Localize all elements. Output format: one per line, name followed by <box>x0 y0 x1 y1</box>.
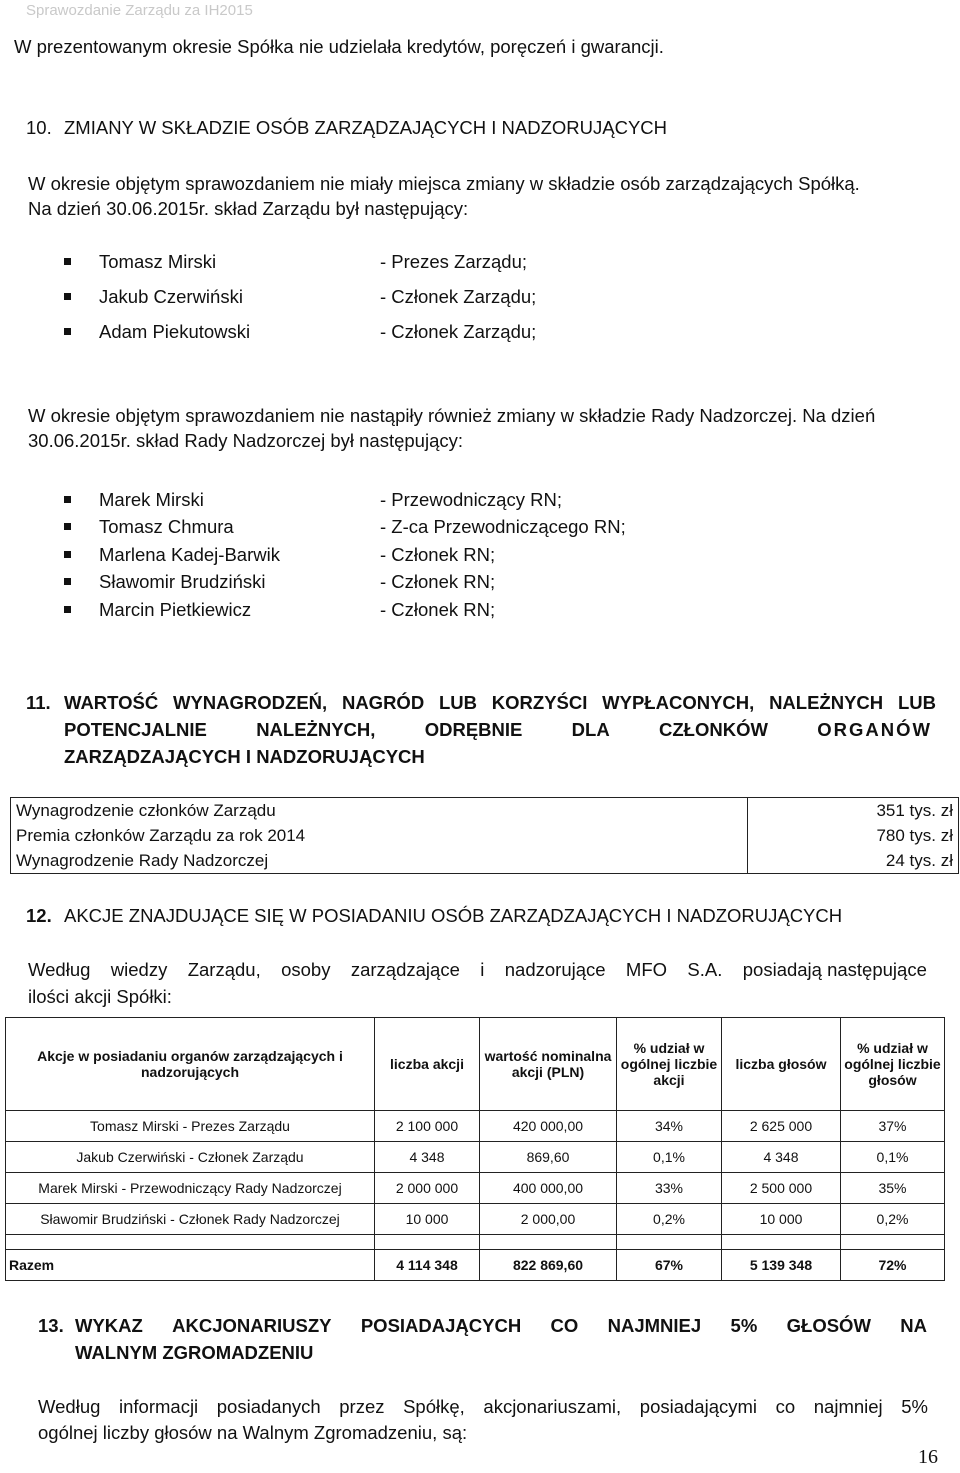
council-member-name: Tomasz Chmura <box>99 516 234 537</box>
table-cell: 0,1% <box>617 1142 722 1173</box>
bullet-icon <box>64 606 71 613</box>
table-cell: 0,1% <box>841 1142 945 1173</box>
section-11-title-line-3: ZARZĄDZAJĄCYCH I NADZORUJĄCYCH <box>64 746 425 767</box>
title-word: GŁOSÓW <box>786 1315 871 1336</box>
table-cell <box>841 1235 945 1250</box>
table-cell: 2 500 000 <box>722 1173 841 1204</box>
table-cell: 37% <box>841 1111 945 1142</box>
section-12-paragraph-1 <box>28 959 927 981</box>
council-member-name: Sławomir Brudziński <box>99 571 266 592</box>
section-13-title-line-2: WALNYM ZGROMADZENIU <box>75 1342 314 1363</box>
table-cell: 2 000 000 <box>375 1173 480 1204</box>
bullet-icon <box>64 293 71 300</box>
column-header: % udział w ogólnej liczbie akcji <box>617 1018 722 1111</box>
table-cell: 5 139 348 <box>722 1250 841 1281</box>
table-cell: 4 348 <box>722 1142 841 1173</box>
section-10-paragraph-3: W okresie objętym sprawozdaniem nie nastąpiły również zmiany w składzie Rady Nadzorczej. Na dzień <box>28 405 876 426</box>
text-word: posiadającymi <box>639 1396 758 1417</box>
title-word: AKCJONARIUSZY <box>172 1315 332 1336</box>
council-member-name: Marek Mirski <box>99 489 204 510</box>
section-13-paragraph-2: ogólnej liczby głosów na Walnym Zgromadzeniu, są: <box>38 1422 468 1443</box>
table-cell: 10 000 <box>722 1204 841 1235</box>
table-cell: 72% <box>841 1250 945 1281</box>
title-word: POTENCJALNIE <box>64 719 207 740</box>
column-header: wartość nominalna akcji (PLN) <box>480 1018 617 1111</box>
table-cell: 67% <box>617 1250 722 1281</box>
remuneration-label: Premia członków Zarządu za rok 2014 <box>11 823 748 848</box>
remuneration-table <box>10 797 959 874</box>
text-word: Zarządu, <box>187 959 261 980</box>
table-cell: Razem <box>6 1250 375 1281</box>
section-13-paragraph-1 <box>38 1396 928 1418</box>
bullet-icon <box>64 328 71 335</box>
table-cell: 4 348 <box>375 1142 480 1173</box>
table-cell: 0,2% <box>841 1204 945 1235</box>
title-word: NALEŻNYCH <box>769 692 884 713</box>
title-word: CZŁONKÓW <box>659 719 768 740</box>
column-header: liczba głosów <box>722 1018 841 1111</box>
text-word: najmniej <box>813 1396 883 1417</box>
table-cell: 2 000,00 <box>480 1204 617 1235</box>
title-word: ORGANÓW <box>817 719 932 740</box>
remuneration-value: 351 tys. zł <box>748 798 959 824</box>
table-row <box>6 1173 945 1204</box>
table-spacer-row <box>6 1235 945 1250</box>
table-cell: Tomasz Mirski - Prezes Zarządu <box>6 1111 375 1142</box>
text-word: akcjonariuszami, <box>483 1396 622 1417</box>
table-cell: 2 625 000 <box>722 1111 841 1142</box>
table-row <box>6 1142 945 1173</box>
title-word: CO <box>550 1315 579 1336</box>
remuneration-value: 24 tys. zł <box>748 848 959 874</box>
section-10-paragraph-4: 30.06.2015r. skład Rady Nadzorczej był następujący: <box>28 430 464 451</box>
board-member-name: Tomasz Mirski <box>99 251 217 272</box>
section-11-title-line-1 <box>64 692 936 714</box>
table-cell: 869,60 <box>480 1142 617 1173</box>
board-member-role: - Członek Zarządu; <box>380 286 537 307</box>
section-10-paragraph-2: Na dzień 30.06.2015r. skład Zarządu był następujący: <box>28 198 469 219</box>
council-member-role: - Członek RN; <box>380 571 496 592</box>
section-10-title: ZMIANY W SKŁADZIE OSÓB ZARZĄDZAJĄCYCH I NADZORUJĄCYCH <box>64 117 668 138</box>
text-word: co <box>775 1396 796 1417</box>
section-12-title: AKCJE ZNAJDUJĄCE SIĘ W POSIADANIU OSÓB ZARZĄDZAJĄCYCH I NADZORUJĄCYCH <box>64 905 843 926</box>
title-word: NAJMNIEJ <box>607 1315 702 1336</box>
title-word: WYKAZ <box>75 1315 143 1336</box>
table-total-row <box>6 1250 945 1281</box>
section-10-paragraph-1: W okresie objętym sprawozdaniem nie miały miejsca zmiany w składzie osób zarządzających Spółką. <box>28 173 860 194</box>
title-word: LUB <box>897 692 936 713</box>
section-13-number: 13. <box>38 1315 64 1336</box>
table-cell: 10 000 <box>375 1204 480 1235</box>
text-word: MFO <box>625 959 668 980</box>
remuneration-value: 780 tys. zł <box>748 823 959 848</box>
board-member-name: Jakub Czerwiński <box>99 286 243 307</box>
table-cell <box>480 1235 617 1250</box>
text-word: Według <box>38 1396 101 1417</box>
bullet-icon <box>64 496 71 503</box>
table-cell: 4 114 348 <box>375 1250 480 1281</box>
text-word: osoby <box>281 959 331 980</box>
title-word: WYNAGRODZEŃ, <box>173 692 328 713</box>
table-cell: 34% <box>617 1111 722 1142</box>
table-cell: Sławomir Brudziński - Członek Rady Nadzorczej <box>6 1204 375 1235</box>
bullet-icon <box>64 523 71 530</box>
table-cell: 2 100 000 <box>375 1111 480 1142</box>
title-word: NAGRÓD <box>341 692 425 713</box>
remuneration-label: Wynagrodzenie Rady Nadzorczej <box>11 848 748 874</box>
text-word: Spółkę, <box>403 1396 465 1417</box>
section-10-number: 10. <box>26 117 52 138</box>
text-word: wiedzy <box>110 959 168 980</box>
page-number: 16 <box>918 1446 938 1468</box>
shareholdings-table <box>5 1017 945 1281</box>
section-12-paragraph-2: ilości akcji Spółki: <box>28 986 172 1007</box>
table-cell <box>722 1235 841 1250</box>
board-member-role: - Prezes Zarządu; <box>380 251 528 272</box>
table-header-row <box>6 1018 945 1111</box>
text-word: zarządzające <box>350 959 460 980</box>
table-cell: 35% <box>841 1173 945 1204</box>
council-member-role: - Członek RN; <box>380 599 496 620</box>
remuneration-label: Wynagrodzenie członków Zarządu <box>11 798 748 824</box>
council-member-name: Marlena Kadej-Barwik <box>99 544 280 565</box>
table-cell: 0,2% <box>617 1204 722 1235</box>
title-word: DLA <box>571 719 610 740</box>
bullet-icon <box>64 258 71 265</box>
board-member-name: Adam Piekutowski <box>99 321 251 342</box>
table-cell: 33% <box>617 1173 722 1204</box>
council-member-name: Marcin Pietkiewicz <box>99 599 252 620</box>
text-word: posiadają następujące <box>742 959 927 980</box>
title-word: 5% <box>730 1315 758 1336</box>
board-member-role: - Członek Zarządu; <box>380 321 537 342</box>
title-word: POSIADAJĄCYCH <box>360 1315 522 1336</box>
bullet-icon <box>64 578 71 585</box>
table-cell: Jakub Czerwiński - Członek Zarządu <box>6 1142 375 1173</box>
table-row <box>6 1111 945 1142</box>
bullet-icon <box>64 551 71 558</box>
text-word: 5% <box>901 1396 928 1417</box>
title-word: ODRĘBNIE <box>424 719 523 740</box>
table-row <box>11 798 959 824</box>
council-member-role: - Przewodniczący RN; <box>380 489 562 510</box>
column-header: Akcje w posiadaniu organów zarządzających i nadzorujących <box>6 1018 375 1111</box>
section-11-title-line-2 <box>64 719 932 741</box>
text-word: posiadanych <box>216 1396 321 1417</box>
council-member-role: - Z-ca Przewodniczącego RN; <box>380 516 626 537</box>
column-header: % udział w ogólnej liczbie głosów <box>841 1018 945 1111</box>
table-cell: 822 869,60 <box>480 1250 617 1281</box>
title-word: NALEŻNYCH, <box>256 719 376 740</box>
title-word: WARTOŚĆ <box>64 692 159 713</box>
table-cell: 420 000,00 <box>480 1111 617 1142</box>
column-header: liczba akcji <box>375 1018 480 1111</box>
table-cell <box>375 1235 480 1250</box>
text-word: przez <box>339 1396 385 1417</box>
intro-text: W prezentowanym okresie Spółka nie udzielała kredytów, poręczeń i gwarancji. <box>14 36 664 57</box>
text-word: Według <box>28 959 91 980</box>
table-cell <box>617 1235 722 1250</box>
title-word: LUB <box>438 692 477 713</box>
section-13-title-line-1 <box>75 1315 927 1337</box>
title-word: NA <box>900 1315 927 1336</box>
table-cell: 400 000,00 <box>480 1173 617 1204</box>
text-word: S.A. <box>687 959 723 980</box>
table-row <box>11 823 959 848</box>
section-12-number: 12. <box>26 905 52 926</box>
text-word: nadzorujące <box>504 959 606 980</box>
running-header: Sprawozdanie Zarządu za IH2015 <box>26 2 253 19</box>
table-row <box>6 1204 945 1235</box>
title-word: KORZYŚCI <box>491 692 588 713</box>
table-row <box>11 848 959 874</box>
title-word: WYPŁACONYCH, <box>602 692 755 713</box>
council-member-role: - Członek RN; <box>380 544 496 565</box>
table-cell: Marek Mirski - Przewodniczący Rady Nadzorczej <box>6 1173 375 1204</box>
text-word: informacji <box>119 1396 199 1417</box>
table-cell <box>6 1235 375 1250</box>
text-word: i <box>480 959 485 980</box>
section-11-number: 11. <box>26 692 51 713</box>
